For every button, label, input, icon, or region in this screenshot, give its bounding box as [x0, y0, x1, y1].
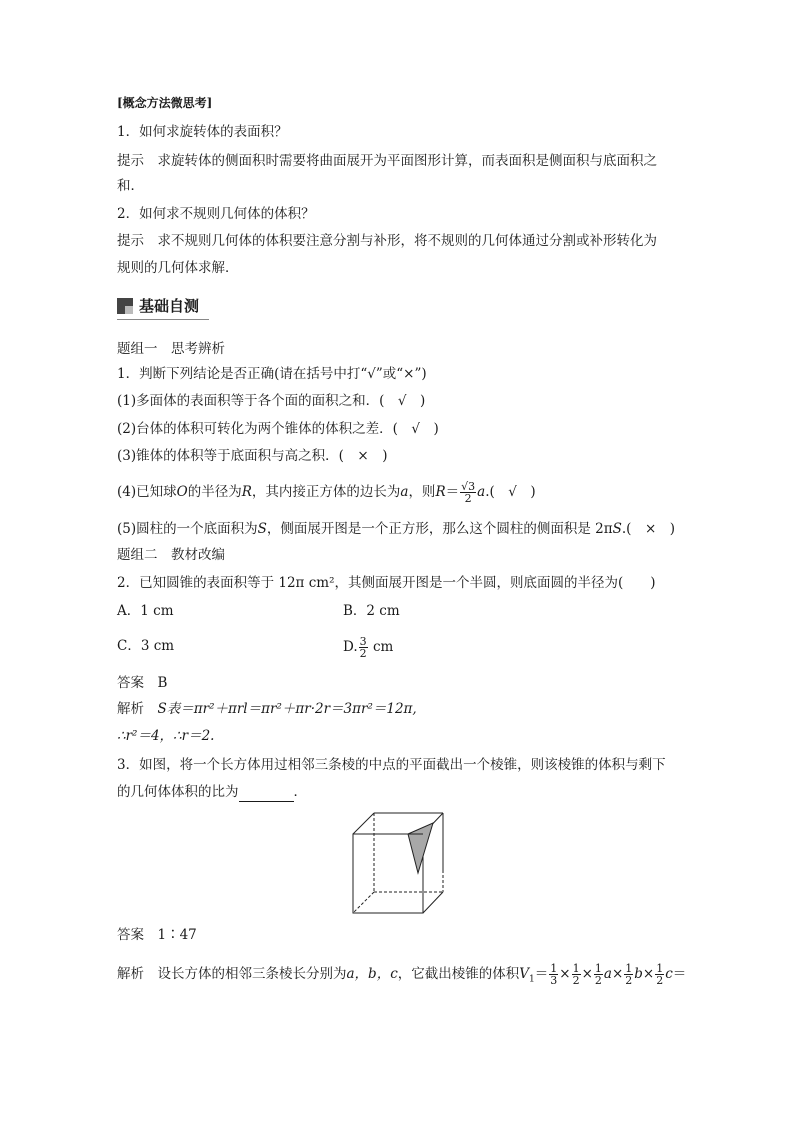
- answer-3: 答案 1∶47: [117, 927, 197, 943]
- statement-4: [117, 481, 536, 504]
- statement-2: (2)台体的体积可转化为两个锥体的体积之差．( √ ): [117, 421, 439, 437]
- s4-var-R2: R: [435, 484, 446, 500]
- statement-3: (3)锥体的体积等于底面积与高之积．( × ): [117, 448, 388, 464]
- s4-var-O: O: [176, 484, 188, 500]
- frac-1-2-c: $\frac{1}{2}$: [625, 962, 633, 987]
- s4-text-d: ，则: [408, 484, 436, 500]
- s5-end: .( × ): [621, 521, 676, 537]
- concept-answer-1-line-2: 和．: [117, 178, 144, 194]
- question-2: 2．已知圆锥的表面积等于 12π cm²，其侧面展开图是一个半圆，则底面圆的半径为( ): [117, 575, 656, 591]
- option-d: [343, 636, 393, 659]
- section-square-icon: [117, 298, 133, 314]
- answer-2: 答案 B: [117, 675, 168, 691]
- s5-var-S: S: [257, 521, 267, 537]
- s5-text-b: ，侧面展开图是一个正方形，那么这个圆柱的侧面积是 2π: [266, 521, 613, 537]
- option-b: B．2 cm: [343, 603, 400, 619]
- question-3-end: ．: [293, 784, 307, 800]
- option-d-unit: cm: [372, 639, 394, 655]
- concept-question-1: 1．如何求旋转体的表面积？: [117, 124, 288, 140]
- statement-5: [117, 519, 675, 539]
- solution-3-text: 解析 设长方体的相邻三条棱长分别为: [117, 966, 347, 982]
- option-d-num: 3: [359, 635, 367, 648]
- statement-1: (1)多面体的表面积等于各个面的面积之和．( √ ): [117, 393, 426, 409]
- s4-text-c: ，其内接正方体的边长为: [251, 484, 401, 500]
- option-d-den: 2: [359, 647, 367, 660]
- question-3-line-1: 3．如图，将一个长方体用过相邻三条棱的中点的平面截出一个棱锥，则该棱锥的体积与剩下: [117, 757, 666, 773]
- solution-3-mid: ，它截出棱锥的体积: [397, 966, 520, 982]
- solution-3-eq: ＝: [534, 966, 549, 982]
- concept-heading: [概念方法微思考]: [117, 96, 213, 110]
- frac-1-2-d: $\frac{1}{2}$: [656, 962, 664, 987]
- concept-answer-2-line-2: 规则的几何体求解．: [117, 260, 239, 276]
- frac-1-3: $\frac{1}{3}$: [550, 962, 558, 987]
- s4-var-R: R: [241, 484, 252, 500]
- option-d-fraction: [359, 636, 368, 659]
- s4-text-a: (4)已知球: [117, 484, 177, 500]
- concept-answer-1-line-1: 提示 求旋转体的侧面积时需要将曲面展开为平面图形计算，而表面积是侧面积与底面积之: [117, 153, 657, 169]
- s4-text-b: 的半径为: [187, 484, 242, 500]
- concept-answer-2-line-1: 提示 求不规则几何体的体积要注意分割与补形，将不规则的几何体通过分割或补形转化为: [117, 233, 657, 249]
- option-a: A．1 cm: [117, 603, 174, 619]
- cuboid-figure: [350, 810, 446, 916]
- s4-fraction-num: √3: [461, 480, 476, 493]
- solution-3-vars: a，b，c: [346, 966, 398, 982]
- solution-3-V: V: [519, 966, 530, 982]
- solution-2: [117, 699, 417, 719]
- s4-end: .( √ ): [485, 484, 536, 500]
- solution-3: 解析 设长方体的相邻三条棱长分别为a，b，c，它截出棱锥的体积$V_1=$ $\frac{1}{3}$ × $\frac{1}{2}$ × $\frac{1}{2}$ a× $\frac{1}{2}$ b× $\frac{1}{2}$ c＝: [117, 962, 687, 987]
- answer-blank: [239, 787, 294, 802]
- section-divider: [117, 319, 209, 320]
- group1-question: 1．判断下列结论是否正确(请在括号中打“√”或“×”): [117, 366, 427, 382]
- concept-question-2: 2．如何求不规则几何体的体积？: [117, 206, 315, 222]
- question-3-text: 的几何体体积的比为: [117, 784, 239, 800]
- s5-text-a: (5)圆柱的一个底面积为: [117, 521, 258, 537]
- option-c: C．3 cm: [117, 638, 175, 654]
- group1-title: 题组一 思考辨析: [117, 341, 225, 357]
- solution-2-line-2: ∴r²＝4，∴r＝2.: [117, 728, 215, 744]
- group2-title: 题组二 教材改编: [117, 547, 225, 563]
- frac-1-2-b: $\frac{1}{2}$: [594, 962, 602, 987]
- s4-eq: ＝: [445, 484, 460, 500]
- option-d-label: D.: [343, 639, 358, 655]
- frac-1-2-a: $\frac{1}{2}$: [572, 962, 580, 987]
- s4-var-a: a: [400, 484, 409, 500]
- s4-fraction-den: 2: [464, 492, 472, 505]
- solution-3-V-sub: 1: [529, 974, 535, 985]
- s5-var-S2: S: [612, 521, 622, 537]
- question-3-line-2: [117, 782, 307, 802]
- solution-2-expression: S表＝πr²＋πrl＝πr²＋πr·2r＝3πr²＝12π,: [157, 701, 417, 717]
- section-title: 基础自测: [139, 297, 200, 315]
- s4-var-a2: a: [477, 484, 486, 500]
- solution-2-label: 解析: [117, 701, 144, 717]
- s4-fraction: [460, 481, 476, 504]
